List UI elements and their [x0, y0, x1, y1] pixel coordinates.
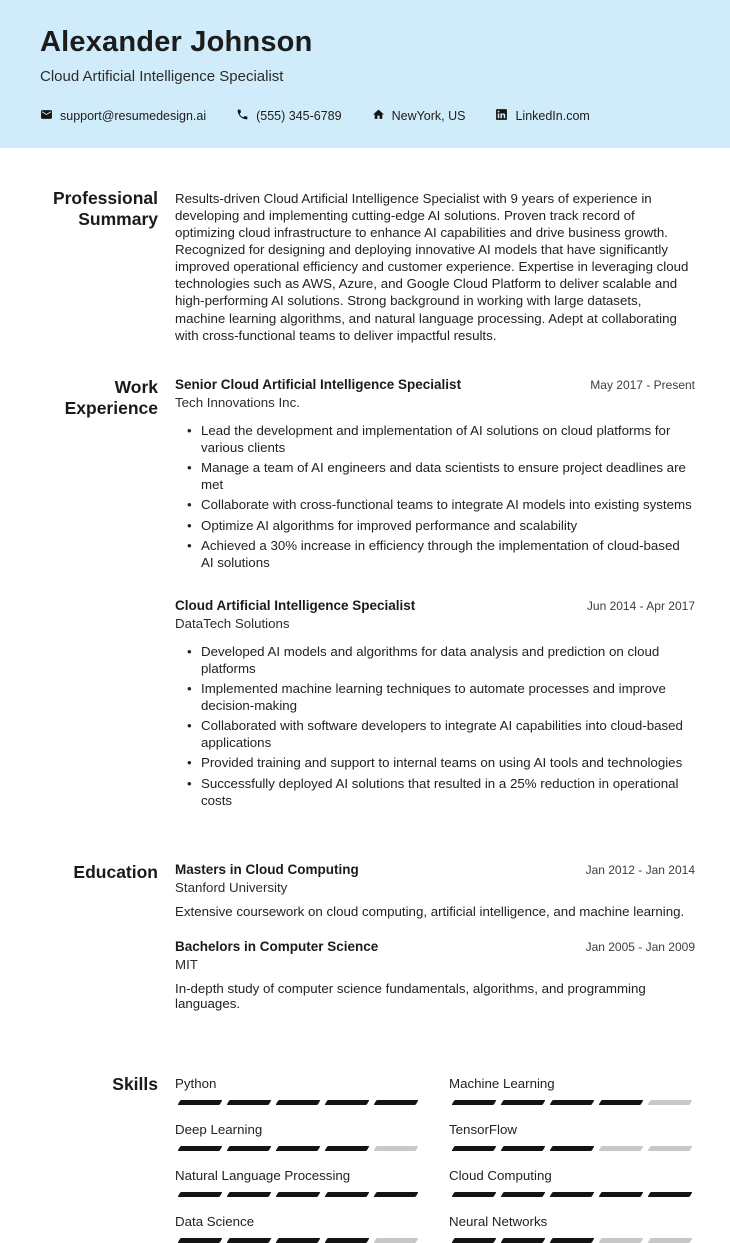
contact-text: support@resumedesign.ai [60, 109, 207, 123]
education-section [40, 862, 695, 1011]
skill-item [175, 1214, 421, 1243]
experience-section [40, 377, 695, 813]
skill-bar-segment [452, 1192, 497, 1197]
skill-bar-segment [178, 1100, 223, 1105]
skill-name: Data Science [175, 1214, 255, 1230]
skill-bar-segment [550, 1146, 595, 1151]
job-bullet: • Collaborated with software developers to integrate AI capabilities into cloud-based applications [187, 718, 695, 752]
skill-name: Cloud Computing [449, 1168, 552, 1184]
job-bullet: • Lead the development and implementation of AI solutions on cloud platforms for various clients [187, 423, 695, 457]
job-bullet: • Implemented machine learning techniques to automate processes and improve decision-making [187, 681, 695, 715]
skill-bar-segment [178, 1146, 223, 1151]
skill-bar-segment [325, 1100, 370, 1105]
skill-bar-segment [276, 1238, 321, 1243]
job-bullet: • Provided training and support to internal teams on using AI tools and technologies [187, 755, 695, 772]
skill-bar-segment [276, 1100, 321, 1105]
experience-heading: Work Experience [64, 376, 158, 419]
degree-title: Masters in Cloud Computing [175, 862, 359, 878]
job-title: Cloud Artificial Intelligence Specialist [175, 597, 416, 613]
home-icon [372, 108, 385, 124]
summary-text: Results-driven Cloud Artificial Intelligence Specialist with 9 years of experience in developing and implementing cutting-edge AI solutions. Proven track record of optimizing cloud infrastructure to enhance AI capabilities and drive business growth. Recognized for designing and deploying innovative AI models that have significantly improved operational efficiency and customer experience. Expertise in leveraging cloud technologies such as AWS, Azure, and Google Cloud Platform to deliver scalable and high-performing AI solutions. Strong background in working with large datasets, machine learning algorithms, and natural language processing. Adept at collaborating with cross-functional teams to deliver impactful results. [175, 191, 689, 343]
skill-bar-segment [325, 1146, 370, 1151]
skill-bar-segment [276, 1192, 321, 1197]
skill-bar-segment [374, 1100, 419, 1105]
school-name: MIT [175, 957, 198, 973]
skill-item [175, 1122, 421, 1151]
skill-level-bar [449, 1238, 695, 1243]
contact-item[interactable] [40, 108, 206, 124]
education-dates: Jan 2012 - Jan 2014 [585, 863, 695, 878]
skill-item [175, 1076, 421, 1105]
skill-level-bar [175, 1192, 421, 1197]
skill-bar-segment [374, 1146, 419, 1151]
skill-name: Python [175, 1076, 217, 1092]
job-dates: May 2017 - Present [590, 377, 695, 392]
job-bullet: • Developed AI models and algorithms for data analysis and prediction on cloud platforms [187, 644, 695, 678]
skill-item [449, 1122, 695, 1151]
education-description: Extensive coursework on cloud computing, artificial intelligence, and machine learning. [175, 904, 685, 920]
linkedin-icon [495, 108, 508, 124]
skill-level-bar [449, 1100, 695, 1105]
skill-bar-segment [325, 1192, 370, 1197]
skill-item [449, 1076, 695, 1105]
email-icon [40, 108, 53, 124]
skill-bar-segment [501, 1238, 546, 1243]
contact-item[interactable] [236, 108, 341, 124]
resume-header [0, 0, 730, 148]
skill-bar-segment [599, 1238, 644, 1243]
skill-level-bar [175, 1238, 421, 1243]
phone-icon [236, 108, 249, 124]
skill-bar-segment [227, 1192, 272, 1197]
job-bullet: • Successfully deployed AI solutions that resulted in a 25% reduction in operational costs [187, 776, 695, 810]
job-entry [175, 377, 695, 572]
skill-bar-segment [374, 1192, 419, 1197]
skill-level-bar [175, 1146, 421, 1151]
contact-text: NewYork, US [391, 109, 466, 123]
skill-name: TensorFlow [449, 1122, 517, 1138]
skill-level-bar [449, 1192, 695, 1197]
skill-bar-segment [227, 1146, 272, 1151]
summary-section [40, 188, 695, 344]
skill-item [449, 1214, 695, 1243]
skill-bar-segment [550, 1100, 595, 1105]
skills-section [40, 1074, 695, 1243]
job-title: Senior Cloud Artificial Intelligence Specialist [175, 376, 462, 392]
skill-bar-segment [227, 1100, 272, 1105]
skill-name: Neural Networks [449, 1214, 548, 1230]
skill-bar-segment [648, 1238, 693, 1243]
job-bullet-list [175, 644, 695, 810]
skill-bar-segment [178, 1192, 223, 1197]
skill-bar-segment [648, 1100, 693, 1105]
skill-bar-segment [501, 1192, 546, 1197]
person-title: Cloud Artificial Intelligence Specialist [40, 68, 284, 85]
person-name: Alexander Johnson [40, 26, 313, 58]
skill-bar-segment [452, 1100, 497, 1105]
skill-bar-segment [550, 1238, 595, 1243]
job-bullet: • Optimize AI algorithms for improved performance and scalability [187, 518, 695, 535]
job-bullet-list [175, 423, 695, 572]
degree-title: Bachelors in Computer Science [175, 939, 379, 955]
contact-text: (555) 345-6789 [256, 109, 342, 123]
contact-text: LinkedIn.com [515, 109, 590, 123]
skill-name: Machine Learning [449, 1076, 555, 1092]
job-bullet: • Manage a team of AI engineers and data scientists to ensure project deadlines are met [187, 460, 695, 494]
job-bullet: • Achieved a 30% increase in efficiency through the implementation of cloud-based AI solutions [187, 538, 695, 572]
education-dates: Jan 2005 - Jan 2009 [585, 940, 695, 955]
skill-bar-segment [374, 1238, 419, 1243]
skill-bar-segment [501, 1146, 546, 1151]
skill-bar-segment [648, 1146, 693, 1151]
skill-bar-segment [227, 1238, 272, 1243]
skill-level-bar [449, 1146, 695, 1151]
job-company: Tech Innovations Inc. [175, 394, 300, 410]
skills-heading: Skills [112, 1074, 158, 1095]
school-name: Stanford University [175, 880, 288, 896]
skill-bar-segment [325, 1238, 370, 1243]
education-entry [175, 862, 695, 919]
contact-item[interactable] [495, 108, 589, 124]
skill-name: Deep Learning [175, 1122, 263, 1138]
skill-bar-segment [276, 1146, 321, 1151]
skill-bar-segment [599, 1192, 644, 1197]
skill-item [175, 1168, 421, 1197]
skill-bar-segment [599, 1100, 644, 1105]
skill-bar-segment [178, 1238, 223, 1243]
resume-body [0, 148, 730, 1243]
job-dates: Jun 2014 - Apr 2017 [586, 598, 695, 613]
contact-row [40, 108, 690, 124]
job-company: DataTech Solutions [175, 615, 290, 631]
education-heading: Education [73, 862, 158, 883]
skill-bar-segment [550, 1192, 595, 1197]
skill-bar-segment [501, 1100, 546, 1105]
job-bullet: • Collaborate with cross-functional teams to integrate AI models into existing systems [187, 497, 695, 514]
education-description: In-depth study of computer science fundamentals, algorithms, and programming languages. [175, 981, 646, 1012]
skill-bar-segment [648, 1192, 693, 1197]
summary-heading: Professional Summary [52, 188, 158, 230]
job-entry [175, 598, 695, 810]
skill-item [449, 1168, 695, 1197]
skill-bar-segment [452, 1238, 497, 1243]
skill-bar-segment [452, 1146, 497, 1151]
contact-item[interactable] [372, 108, 466, 124]
skill-level-bar [175, 1100, 421, 1105]
education-entry [175, 939, 695, 1011]
skill-bar-segment [599, 1146, 644, 1151]
skill-name: Natural Language Processing [175, 1168, 351, 1184]
